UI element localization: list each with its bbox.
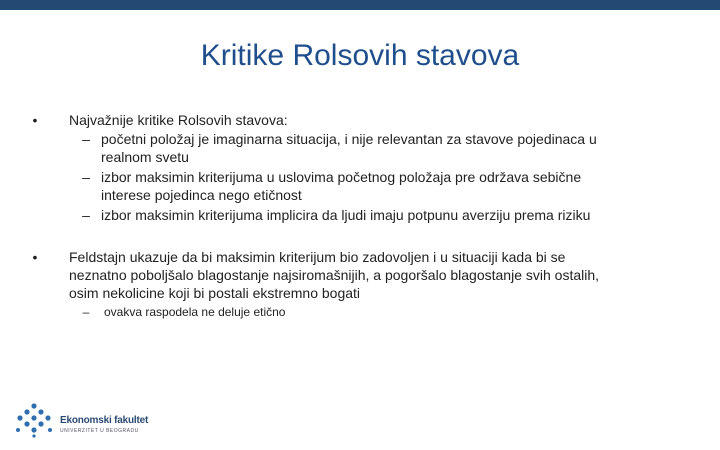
sub-2-1-marker: – [82,305,90,319]
sub-1-3-line1: izbor maksimin kriterijuma implicira da ljudi imaju potpunu averziju prema riziku [101,207,591,223]
sub-1-2-line2: interese pojedinca nego etičnost [101,187,302,203]
logo-name: Ekonomski fakultet [60,415,149,426]
sub-1-1-line2: realnom svetu [101,149,189,165]
sub-1-3-marker: – [82,207,90,223]
sub-1-1-marker: – [82,131,90,147]
logo-subtitle: UNIVERZITET U BEOGRADU [60,428,139,434]
bullet-1-marker: • [32,112,38,128]
bullet-1-text: Najvažnije kritike Rolsovih stavova: [69,112,288,128]
bullet-2-marker: • [32,249,38,265]
sub-2-1-text: ovakva raspodela ne deluje etično [104,305,286,319]
bullet-2-line3: osim nekolicine koji bi postali ekstremno bogati [69,285,361,301]
sub-1-1-line1: početni položaj je imaginarna situacija, i nije relevantan za stavove pojedinaca u [101,131,597,147]
sub-1-2-line1: izbor maksimin kriterijuma u uslovima početnog položaja pre održava sebične [101,169,582,185]
bullet-2-line2: neznatno poboljšalo blagostanje najsiromašnijih, a pogoršalo blagostanje svih ostalih, [69,267,600,283]
sub-1-2-marker: – [82,169,90,185]
bullet-2-line1: Feldstajn ukazuje da bi maksimin kriterijum bio zadovoljen i u situaciji kada bi se [69,249,566,265]
slide-title: Kritike Rolsovih stavova [200,39,520,72]
